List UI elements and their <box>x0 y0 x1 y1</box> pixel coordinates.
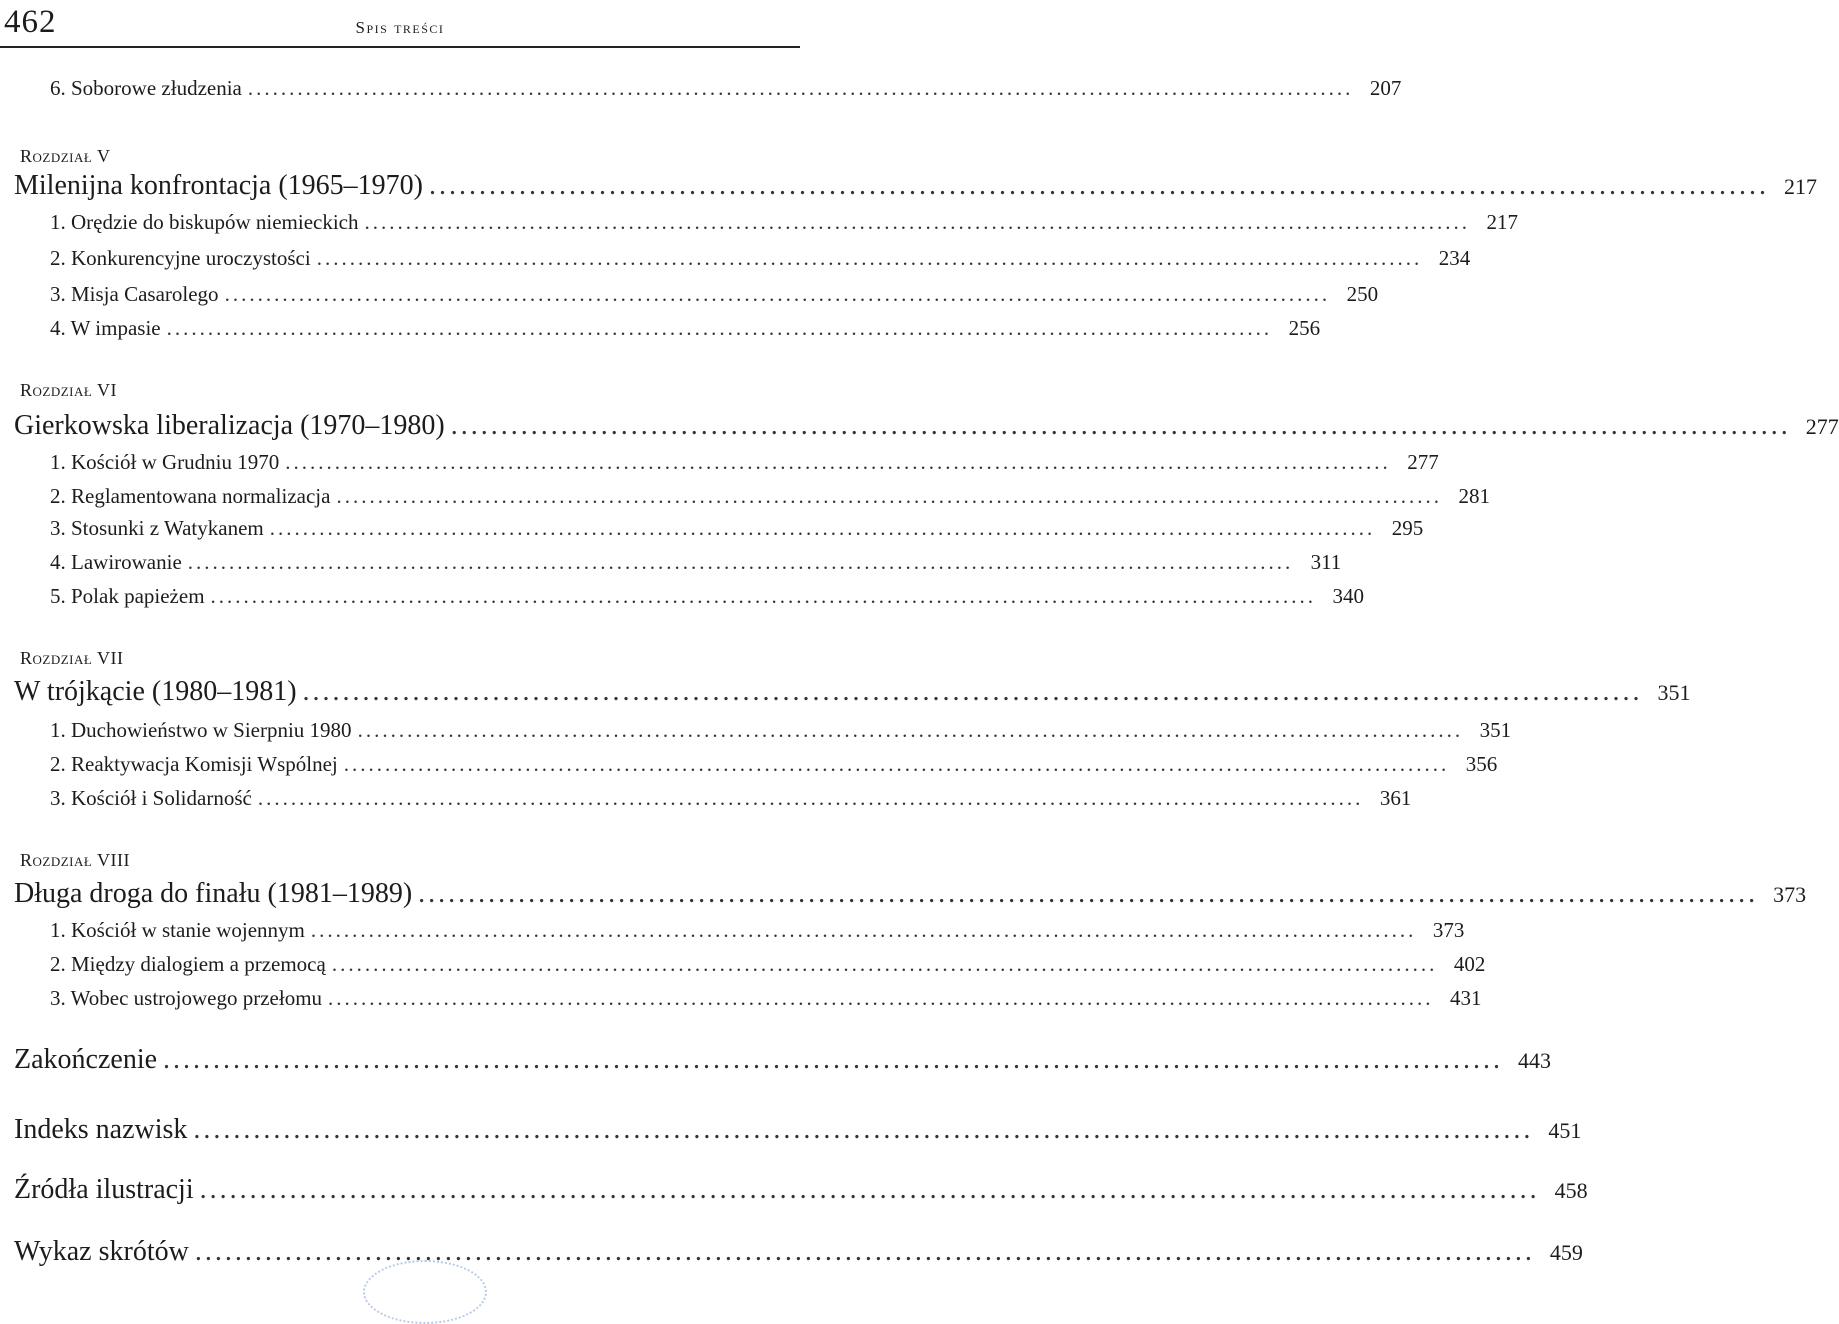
dot-leader: ...................................................................................................................................... <box>364 210 1470 234</box>
toc-entry-title: 4. W impasie <box>50 316 161 340</box>
chapter-title: W trójkącie (1980–1981) <box>14 676 297 707</box>
toc-entry-page: 256 <box>1288 316 1321 340</box>
toc-entry-title: 1. Kościół w Grudniu 1970 <box>50 450 280 474</box>
toc-entry-page: 311 <box>1310 550 1342 574</box>
dot-leader: ...................................................................................................................................... <box>316 246 1423 270</box>
dot-leader: ...................................................................................................................................... <box>193 1114 1534 1145</box>
toc-entry-title: 6. Soborowe złudzenia <box>50 76 242 100</box>
toc-entry-page: 431 <box>1450 986 1482 1010</box>
toc-entry-page: 373 <box>1432 918 1465 942</box>
dot-leader: ...................................................................................................................................... <box>269 516 1376 540</box>
toc-entry[interactable] <box>50 450 1439 475</box>
dot-leader: ...................................................................................................................................... <box>210 584 1317 608</box>
dot-leader: ...................................................................................................................................... <box>343 752 1450 776</box>
dot-leader: ...................................................................................................................................... <box>257 786 1364 810</box>
toc-entry-page: 277 <box>1407 450 1439 474</box>
toc-entry-page: 234 <box>1438 246 1471 270</box>
dot-leader: ...................................................................................................................................... <box>418 878 1759 909</box>
toc-entry[interactable] <box>50 484 1490 509</box>
toc-entry-title: 4. Lawirowanie <box>50 550 182 574</box>
toc-entry-page: 443 <box>1518 1048 1552 1073</box>
toc-entry[interactable] <box>50 918 1465 943</box>
toc-entry-page: 402 <box>1453 952 1486 976</box>
chapter-label: Rozdział V <box>20 146 111 166</box>
dot-leader: ...................................................................................................................................... <box>336 484 1442 508</box>
chapter-entry[interactable] <box>14 170 1818 202</box>
toc-entry-page: 351 <box>1479 718 1512 742</box>
dot-leader: ...................................................................................................................................... <box>166 316 1273 340</box>
toc-entry-title: 2. Konkurencyjne uroczystości <box>50 246 311 270</box>
toc-entry[interactable] <box>50 246 1471 271</box>
dot-leader: ...................................................................................................................................... <box>285 450 1391 474</box>
dot-leader: ...................................................................................................................................... <box>163 1044 1504 1075</box>
toc-entry-title: Zakończenie <box>14 1044 158 1075</box>
dot-leader: ...................................................................................................................................... <box>310 918 1417 942</box>
dot-leader: ...................................................................................................................................... <box>357 718 1464 742</box>
running-head-title: Spis treści <box>355 18 445 37</box>
dot-leader: ...................................................................................................................................... <box>199 1174 1540 1205</box>
toc-entry[interactable] <box>50 786 1412 811</box>
toc-entry-title: 1. Duchowieństwo w Sierpniu 1980 <box>50 718 352 742</box>
toc-entry-page: 295 <box>1391 516 1424 540</box>
toc-entry-page: 207 <box>1369 76 1402 100</box>
toc-entry-page: 250 <box>1346 282 1379 306</box>
toc-entry-page: 451 <box>1548 1118 1582 1143</box>
chapter-page: 277 <box>1805 414 1839 439</box>
library-stamp <box>363 1260 487 1324</box>
header-rule <box>0 46 800 48</box>
chapter-entry[interactable] <box>14 410 1839 442</box>
toc-entry[interactable] <box>50 584 1365 609</box>
chapter-entry[interactable] <box>14 676 1691 708</box>
chapter-title: Milenijna konfrontacja (1965–1970) <box>14 170 424 201</box>
toc-entry[interactable] <box>50 550 1342 575</box>
dot-leader: ...................................................................................................................................... <box>328 986 1434 1010</box>
chapter-title: Gierkowska liberalizacja (1970–1980) <box>14 410 445 441</box>
toc-entry-page: 458 <box>1554 1178 1588 1203</box>
toc-entry-page: 281 <box>1458 484 1490 508</box>
chapter-page: 217 <box>1784 174 1818 199</box>
toc-entry-page: 459 <box>1549 1240 1583 1265</box>
dot-leader: ...................................................................................................................................... <box>429 170 1770 201</box>
toc-entry-title: 3. Stosunki z Watykanem <box>50 516 264 540</box>
dot-leader: ...................................................................................................................................... <box>247 76 1354 100</box>
toc-entry[interactable] <box>50 282 1379 307</box>
toc-entry-back-matter[interactable] <box>14 1174 1588 1206</box>
toc-entry-back-matter[interactable] <box>14 1044 1552 1076</box>
chapter-page: 351 <box>1657 680 1691 705</box>
toc-entry-title: 2. Między dialogiem a przemocą <box>50 952 326 976</box>
dot-leader: ...................................................................................................................................... <box>450 410 1791 441</box>
toc-entry-page: 356 <box>1465 752 1498 776</box>
dot-leader: ...................................................................................................................................... <box>331 952 1438 976</box>
toc-entry[interactable] <box>50 752 1498 777</box>
toc-entry-title: Indeks nazwisk <box>14 1114 188 1145</box>
toc-entry-title: 3. Misja Casarolego <box>50 282 219 306</box>
toc-entry-title: 2. Reaktywacja Komisji Wspólnej <box>50 752 338 776</box>
chapter-entry[interactable] <box>14 878 1807 910</box>
toc-entry[interactable] <box>50 952 1486 977</box>
toc-entry-title: 2. Reglamentowana normalizacja <box>50 484 331 508</box>
running-head <box>0 0 800 46</box>
toc-entry[interactable] <box>50 516 1424 541</box>
toc-entry-page: 361 <box>1379 786 1412 810</box>
chapter-page: 373 <box>1773 882 1807 907</box>
toc-entry-title: 1. Kościół w stanie wojennym <box>50 918 305 942</box>
toc-entry[interactable] <box>50 210 1518 235</box>
page-number: 462 <box>4 4 57 40</box>
chapter-label: Rozdział VI <box>20 380 117 400</box>
toc-entry[interactable] <box>50 986 1482 1011</box>
toc-entry-back-matter[interactable] <box>14 1114 1582 1146</box>
chapter-title: Długa droga do finału (1981–1989) <box>14 878 413 909</box>
toc-entry-page: 340 <box>1332 584 1365 608</box>
chapter-label: Rozdział VII <box>20 648 124 668</box>
toc-entry-title: 5. Polak papieżem <box>50 584 205 608</box>
toc-entry[interactable] <box>50 316 1321 341</box>
dot-leader: ...................................................................................................................................... <box>194 1236 1535 1267</box>
dot-leader: ...................................................................................................................................... <box>224 282 1331 306</box>
toc-entry-title: Źródła ilustracji <box>14 1174 194 1205</box>
toc-entry[interactable] <box>50 718 1512 743</box>
toc-entry-title: 1. Orędzie do biskupów niemieckich <box>50 210 359 234</box>
dot-leader: ...................................................................................................................................... <box>302 676 1643 707</box>
dot-leader: ...................................................................................................................................... <box>187 550 1294 574</box>
toc-entry[interactable] <box>50 76 1402 101</box>
chapter-label: Rozdział VIII <box>20 850 130 870</box>
toc-entry-title: 3. Wobec ustrojowego przełomu <box>50 986 323 1010</box>
toc-entry-page: 217 <box>1486 210 1518 234</box>
toc-entry-title: 3. Kościół i Solidarność <box>50 786 252 810</box>
toc-entry-title: Wykaz skrótów <box>14 1236 189 1267</box>
